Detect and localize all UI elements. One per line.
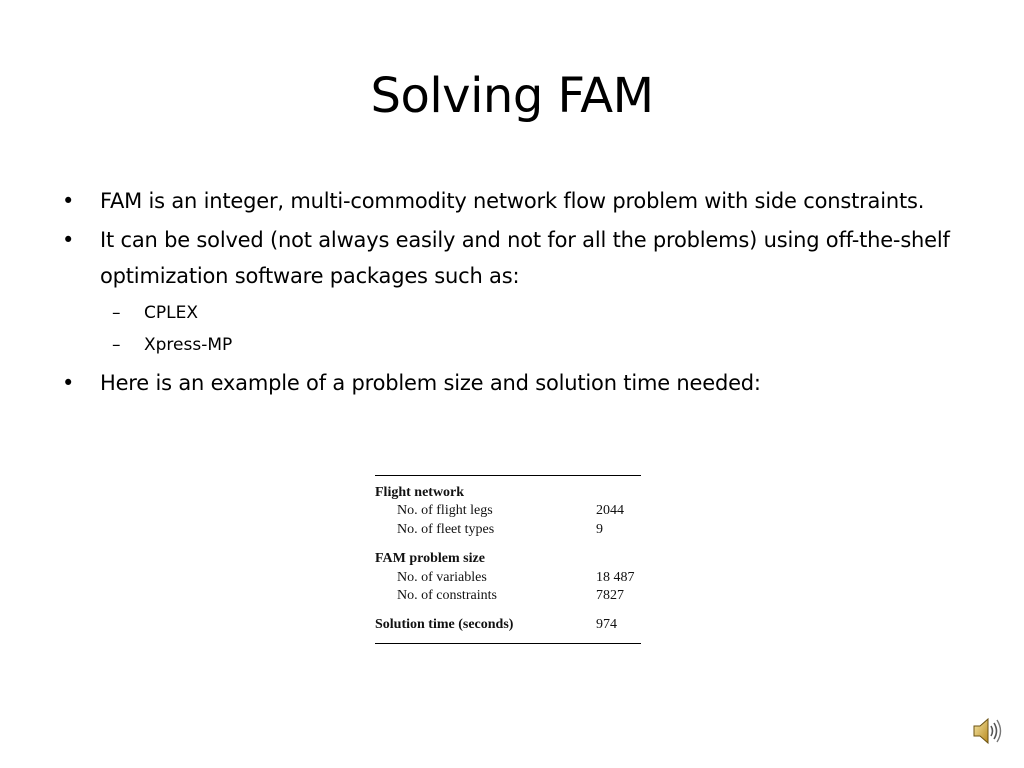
table-row [375, 502, 641, 520]
table-value: 9 [596, 522, 603, 537]
table-value: 2044 [596, 503, 624, 518]
problem-size-table [375, 475, 641, 644]
bullet-item [62, 183, 962, 219]
sub-bullet-dash: – [112, 303, 121, 323]
table-row [375, 616, 641, 634]
table-section-heading: FAM problem size [375, 551, 485, 566]
table-value: 7827 [596, 588, 624, 603]
table-value: 974 [596, 617, 617, 632]
table-label: Solution time (seconds) [375, 617, 514, 632]
bullet-dot: • [62, 371, 75, 395]
table-label: No. of flight legs [397, 503, 493, 518]
bullet-text: It can be solved (not always easily and not for all the problems) using off-the-shelf optimization software packages such as: [100, 228, 950, 288]
table-row [375, 484, 641, 502]
bullet-text: FAM is an integer, multi-commodity network flow problem with side constraints. [100, 189, 925, 213]
bullet-dot: • [62, 228, 75, 252]
bullet-list [62, 183, 962, 404]
speaker-icon[interactable] [970, 714, 1004, 748]
sub-bullet-item [62, 329, 962, 361]
bullet-item [62, 222, 962, 294]
sub-bullet-item [62, 297, 962, 329]
table-row [375, 569, 641, 587]
sub-bullet-text: CPLEX [144, 303, 198, 323]
table-row [375, 587, 641, 605]
table-row [375, 550, 641, 568]
bullet-dot: • [62, 189, 75, 213]
table-label: No. of fleet types [397, 522, 495, 537]
bullet-item [62, 365, 962, 401]
table-section-heading: Flight network [375, 485, 465, 500]
sub-bullet-dash: – [112, 335, 121, 355]
sub-bullet-text: Xpress-MP [144, 335, 233, 355]
table-value: 18 487 [596, 570, 635, 585]
table-label: No. of constraints [397, 588, 497, 603]
table-row [375, 521, 641, 539]
table-label: No. of variables [397, 570, 487, 585]
bullet-text: Here is an example of a problem size and solution time needed: [100, 371, 761, 395]
slide-title: Solving FAM [370, 68, 654, 124]
